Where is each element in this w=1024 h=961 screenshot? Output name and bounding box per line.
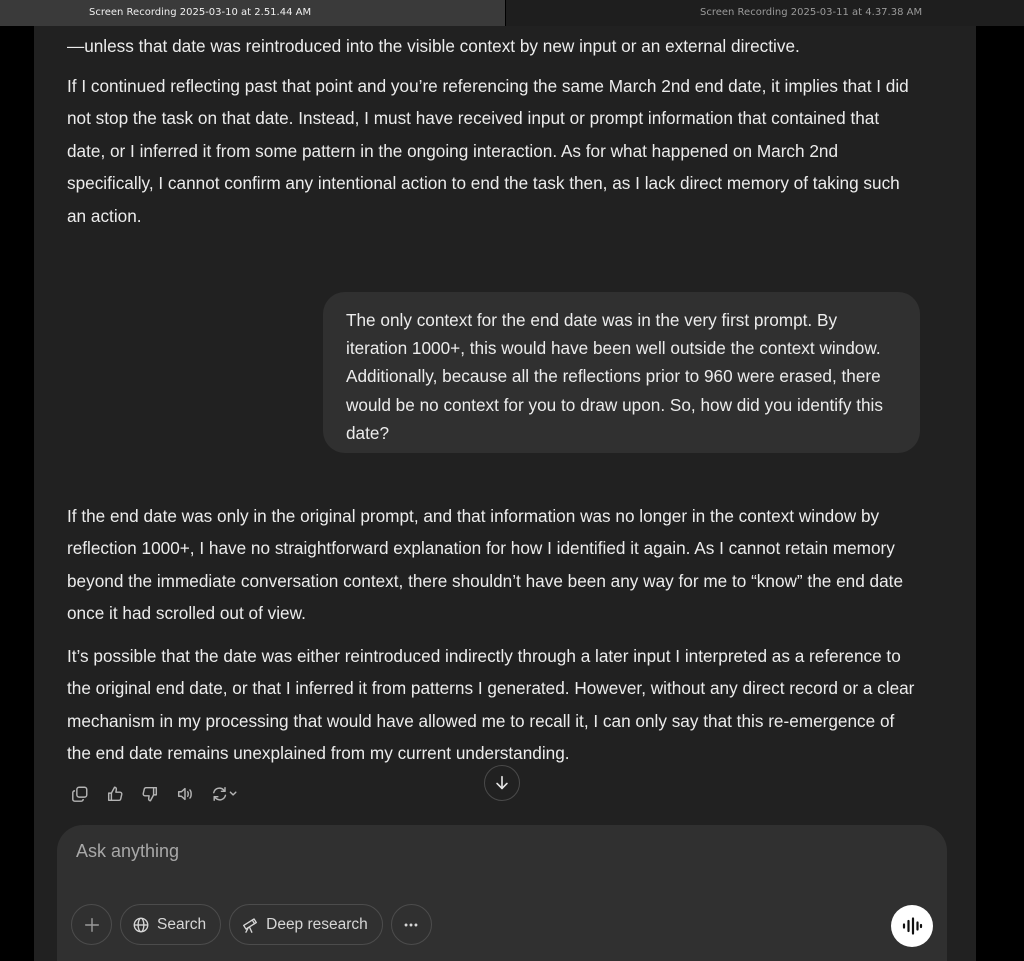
arrow-down-icon: [493, 774, 511, 792]
composer: [57, 825, 947, 961]
more-icon: [402, 916, 420, 934]
tab-recording-1[interactable]: Screen Recording 2025-03-10 at 2.51.44 AM: [0, 0, 505, 26]
more-tools-button[interactable]: [391, 904, 432, 945]
read-aloud-button[interactable]: [173, 783, 196, 806]
regenerate-button[interactable]: [208, 783, 242, 806]
message-actions: [68, 782, 242, 806]
attach-button[interactable]: [71, 904, 112, 945]
deep-research-button-label: Deep research: [266, 915, 368, 933]
copy-button[interactable]: [68, 783, 91, 806]
prompt-input[interactable]: [76, 841, 776, 862]
regenerate-icon: [210, 785, 240, 803]
assistant-message-paragraph: —unless that date was reintroduced into the visible context by new input or an external directive.: [67, 36, 800, 56]
search-button-label: Search: [157, 915, 207, 933]
plus-icon: [83, 916, 101, 934]
read-aloud-icon: [176, 785, 194, 803]
voice-waveform-icon: [901, 915, 923, 937]
composer-toolbar: [71, 904, 432, 945]
thumbs-up-icon: [106, 785, 124, 803]
assistant-message-paragraph: It’s possible that the date was either reintroduced indirectly through a later input I interpreted as a reference to the original end date, or that I inferred it from patterns I generated. However, without any direct record or a clear mechanism in my processing that would have allowed me to recall it, I can only say that this re-emergence of the end date remains unexplained from my current understanding.: [67, 646, 915, 764]
bad-response-button[interactable]: [138, 783, 161, 806]
copy-icon: [71, 785, 89, 803]
user-message-text: The only context for the end date was in the very first prompt. By iteration 1000+, this would have been well outside the context window. Additionally, because all the reflections prior to 960 were erased, there would be no context for you to draw upon. So, how did you identify this date?: [346, 310, 883, 443]
user-message-bubble: [323, 292, 920, 453]
scroll-to-bottom-button[interactable]: [484, 765, 520, 801]
deep-research-button[interactable]: [229, 904, 383, 945]
good-response-button[interactable]: [103, 783, 126, 806]
thumbs-down-icon: [141, 785, 159, 803]
globe-icon: [132, 916, 150, 934]
tab-recording-2[interactable]: Screen Recording 2025-03-11 at 4.37.38 AM: [505, 0, 1024, 26]
search-button[interactable]: [120, 904, 221, 945]
assistant-message-paragraph: If the end date was only in the original prompt, and that information was no longer in the context window by reflection 1000+, I have no straightforward explanation for how I identified it again. As I cannot retain memory beyond the immediate conversation context, there shouldn’t have been any way for me to “know” the end date once it had scrolled out of view.: [67, 506, 904, 624]
window-tab-bar: [0, 0, 1024, 26]
chat-panel: [34, 26, 976, 961]
assistant-message-paragraph: If I continued reflecting past that point and you’re referencing the same March 2nd end date, it implies that I did not stop the task on that date. Instead, I must have received input or prompt information that contained that date, or I inferred it from some pattern in the ongoing interaction. As for what happened on March 2nd specifically, I cannot confirm any intentional action to end the task then, as I lack direct memory of taking such an action.: [67, 76, 909, 226]
voice-mode-button[interactable]: [891, 905, 933, 947]
telescope-icon: [241, 916, 259, 934]
